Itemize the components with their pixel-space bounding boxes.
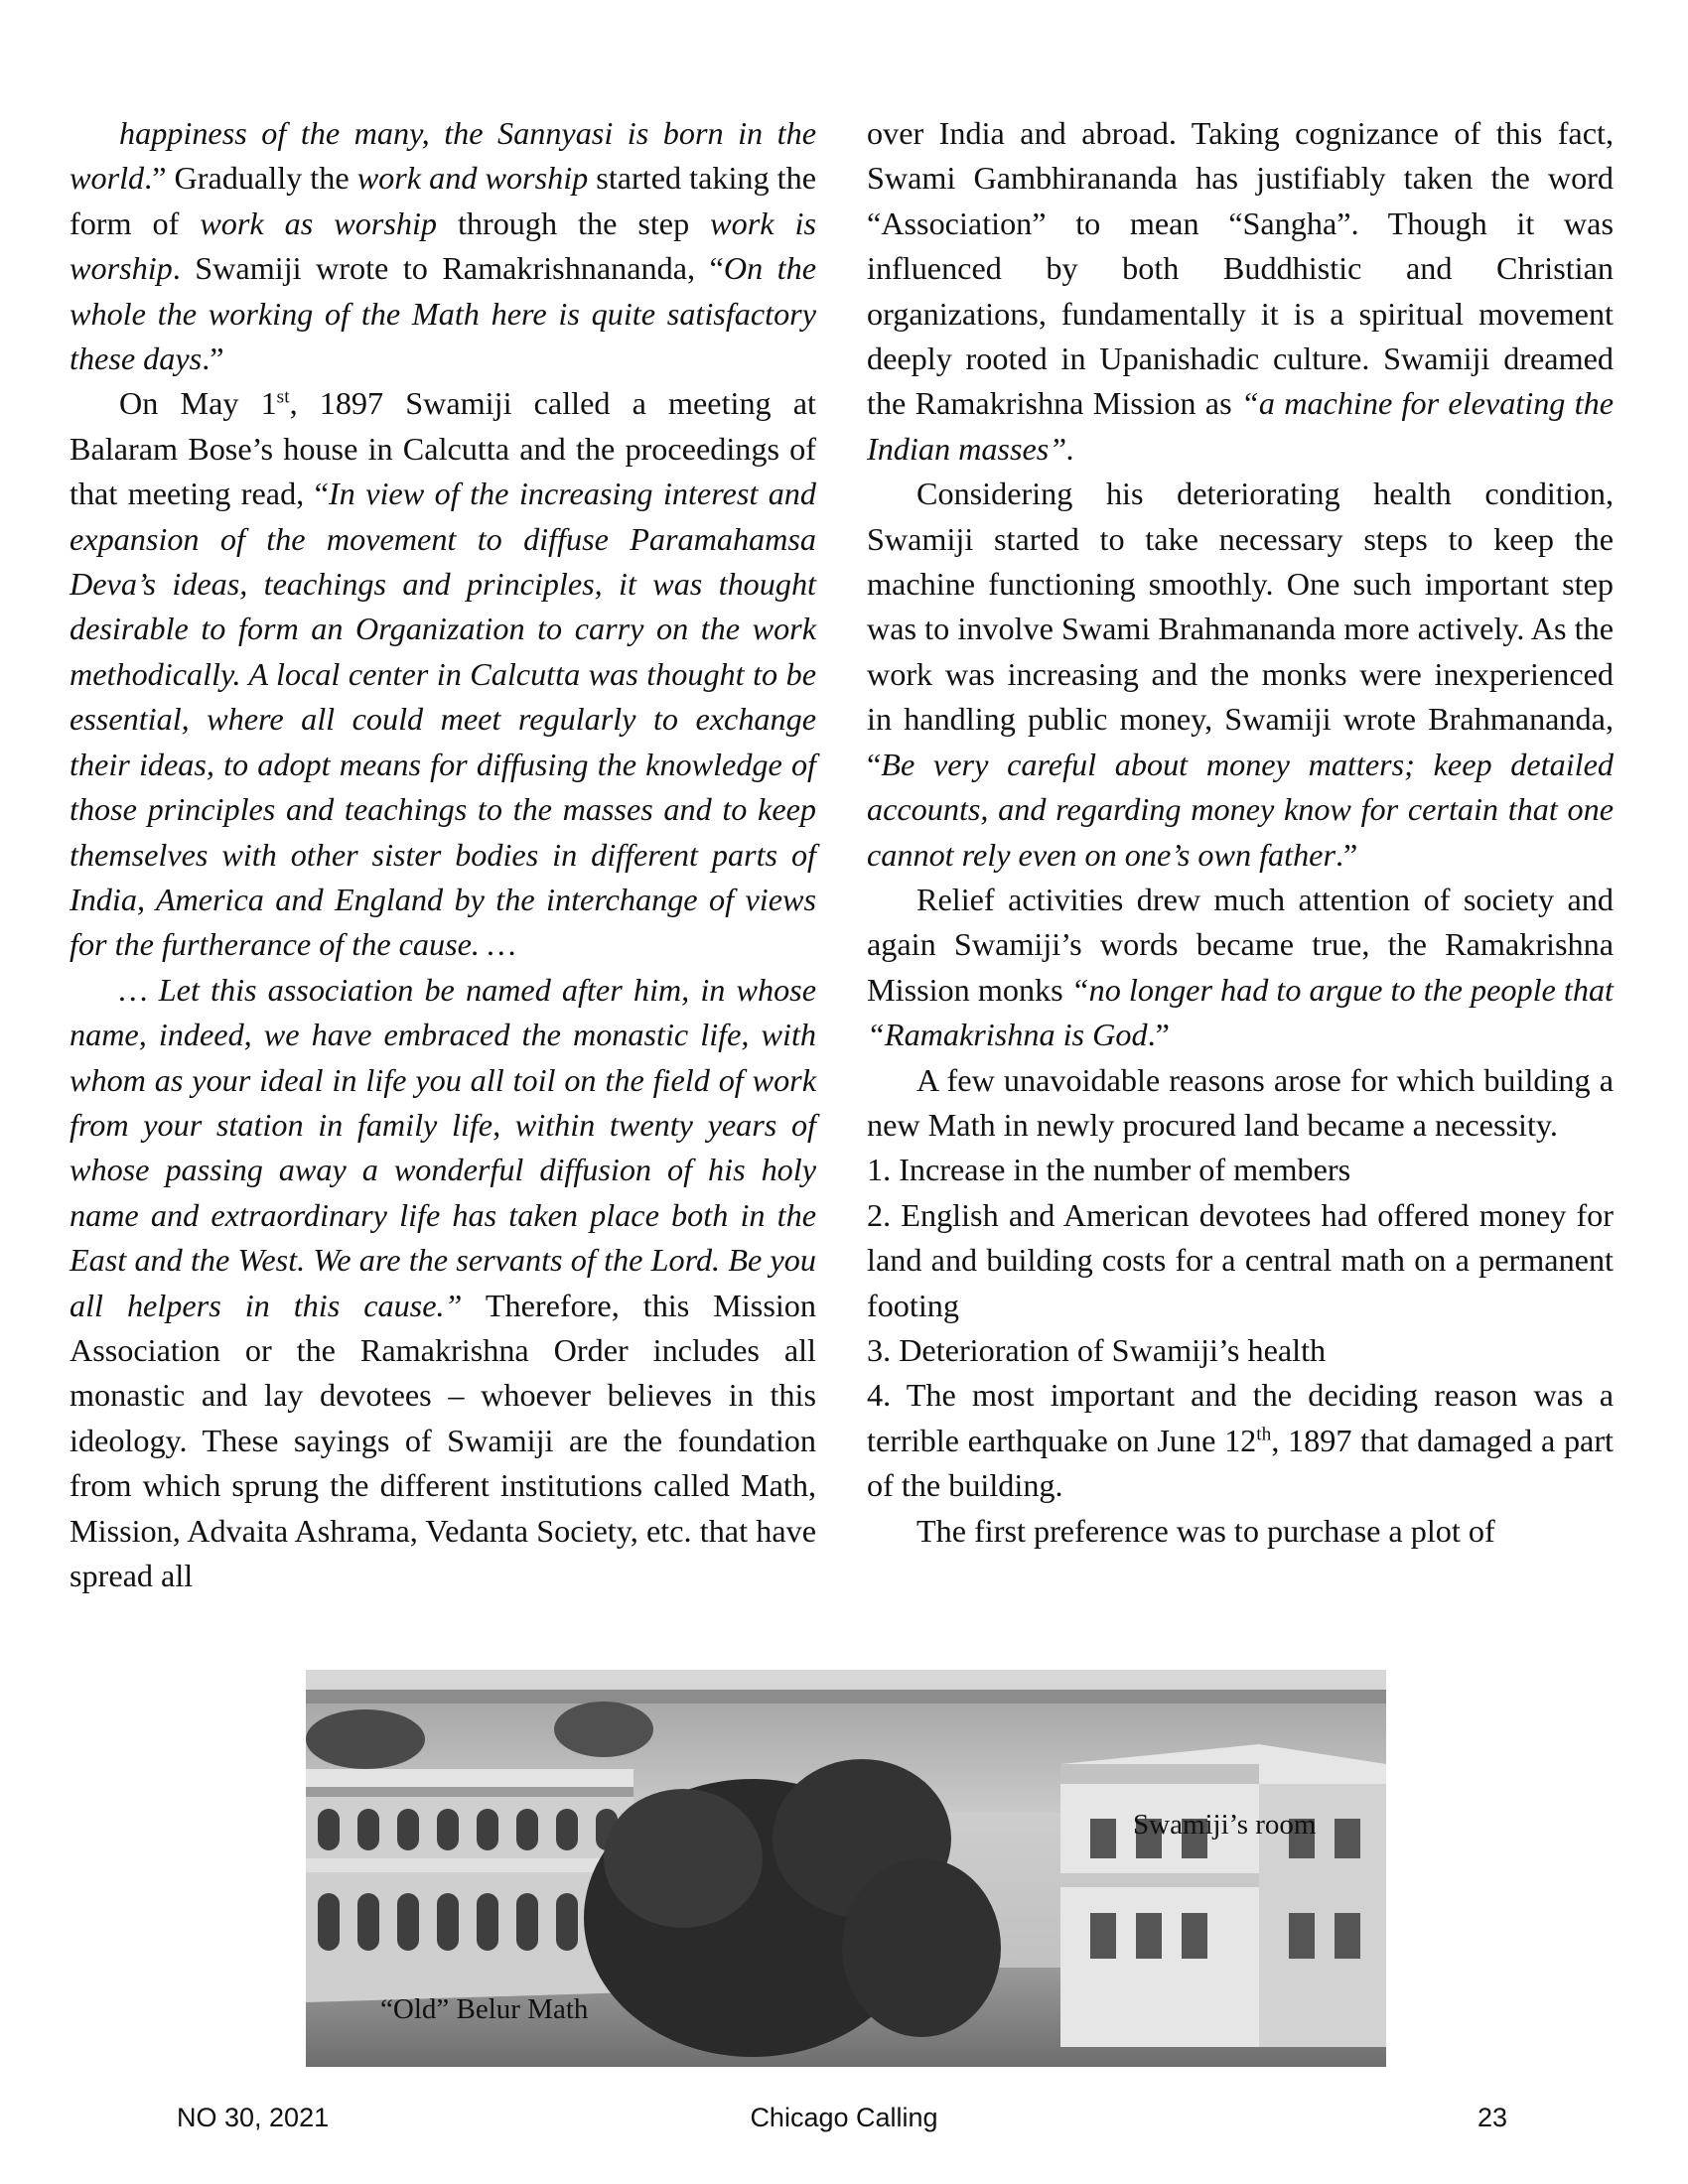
list-item-2: 2. English and American devotees had offered money for land and building costs for a central math on a permanent footing: [867, 1196, 1614, 1323]
right-column: [867, 111, 1614, 1554]
list-item-4: 4. The most important and the deciding reason was a terrible earthquake on June 12th, 1897 that damaged a part of the building.: [867, 1377, 1614, 1504]
left-paragraph-1: happiness of the many, the Sannyasi is born in the world.” Gradually the work and worship started taking the form of work as worship through the step work is worship. Swamiji wrote to Ramakrishnananda, “On the whole the working of the Math here is quite satisfactory these days.”: [70, 115, 817, 377]
list-item-3: 3. Deterioration of Swamiji’s health: [867, 1331, 1327, 1368]
footer-issue: NO 30, 2021: [177, 2103, 330, 2132]
right-paragraph-3: Relief activities drew much attention of society and again Swamiji’s words became true, the Ramakrishna Mission monks “no longer had to argue to the people that “Ramakrishna is God.”: [867, 881, 1614, 1053]
caption-old-belur-math: “Old” Belur Math: [380, 1993, 589, 2025]
right-paragraph-4: A few unavoidable reasons arose for which building a new Math in newly procured land became a necessity.: [867, 1061, 1614, 1143]
swamiji-room-building: [1060, 1744, 1386, 2047]
right-paragraph-5: The first preference was to purchase a plot of: [916, 1512, 1495, 1549]
list-item-1: 1. Increase in the number of members: [867, 1152, 1351, 1188]
footer-page-number: 23: [1477, 2103, 1508, 2132]
caption-swamiji-room: Swamiji’s room: [1133, 1809, 1317, 1841]
left-column: [70, 111, 816, 1598]
left-paragraph-2: On May 1st, 1897 Swamiji called a meeting at Balaram Bose’s house in Calcutta and the proceedings of that meeting read, “In view of the increasing interest and expansion of the movement to diffuse Paramahamsa Deva’s ideas, teachings and principles, it was thought desirable to form an Organization to carry on the work methodically. A local center in Calcutta was thought to be essential, where all could meet regularly to exchange their ideas, to adopt means for diffusing the knowledge of those principles and teachings to the masses and to keep themselves with other sister bodies in different parts of India, America and England by the interchange of views for the furtherance of the cause. …: [70, 385, 816, 963]
right-paragraph-1: over India and abroad. Taking cognizance of this fact, Swami Gambhirananda has justifiably taken the word “Association” to mean “Sangha”. Though it was influenced by both Buddhistic and Christian organizations, fundamentally it is a spiritual movement deeply rooted in Upanishadic culture. Swamiji dreamed the Ramakrishna Mission as “a machine for elevating the Indian masses”.: [867, 115, 1615, 467]
old-math-building: [306, 1769, 633, 2002]
right-paragraph-2: Considering his deteriorating health condition, Swamiji started to take necessary steps to keep the machine functioning smoothly. One such important step was to involve Swami Brahmananda more actively. As the work was increasing and the monks were inexperienced in handling public money, Swamiji wrote Brahmananda, “Be very careful about money matters; keep detailed accounts, and regarding money know for certain that one cannot rely even on one’s own father.”: [867, 476, 1614, 873]
left-paragraph-3: … Let this association be named after him, in whose name, indeed, we have embraced the monastic life, with whom as your ideal in life you all toil on the field of work from your station in family life, within twenty years of whose passing away a wonderful diffusion of his holy name and extraordinary life has taken place both in the East and the West. We are the servants of the Lord. Be you all helpers in this cause.” Therefore, this Mission Association or the Ramakrishna Order includes all monastic and lay devotees – whoever believes in this ideology. These sayings of Swamiji are the foundation from which sprung the different institutions called Math, Mission, Advaita Ashrama, Vedanta Society, etc. that have spread all: [70, 971, 816, 1593]
footer-publication: Chicago Calling: [750, 2103, 938, 2132]
